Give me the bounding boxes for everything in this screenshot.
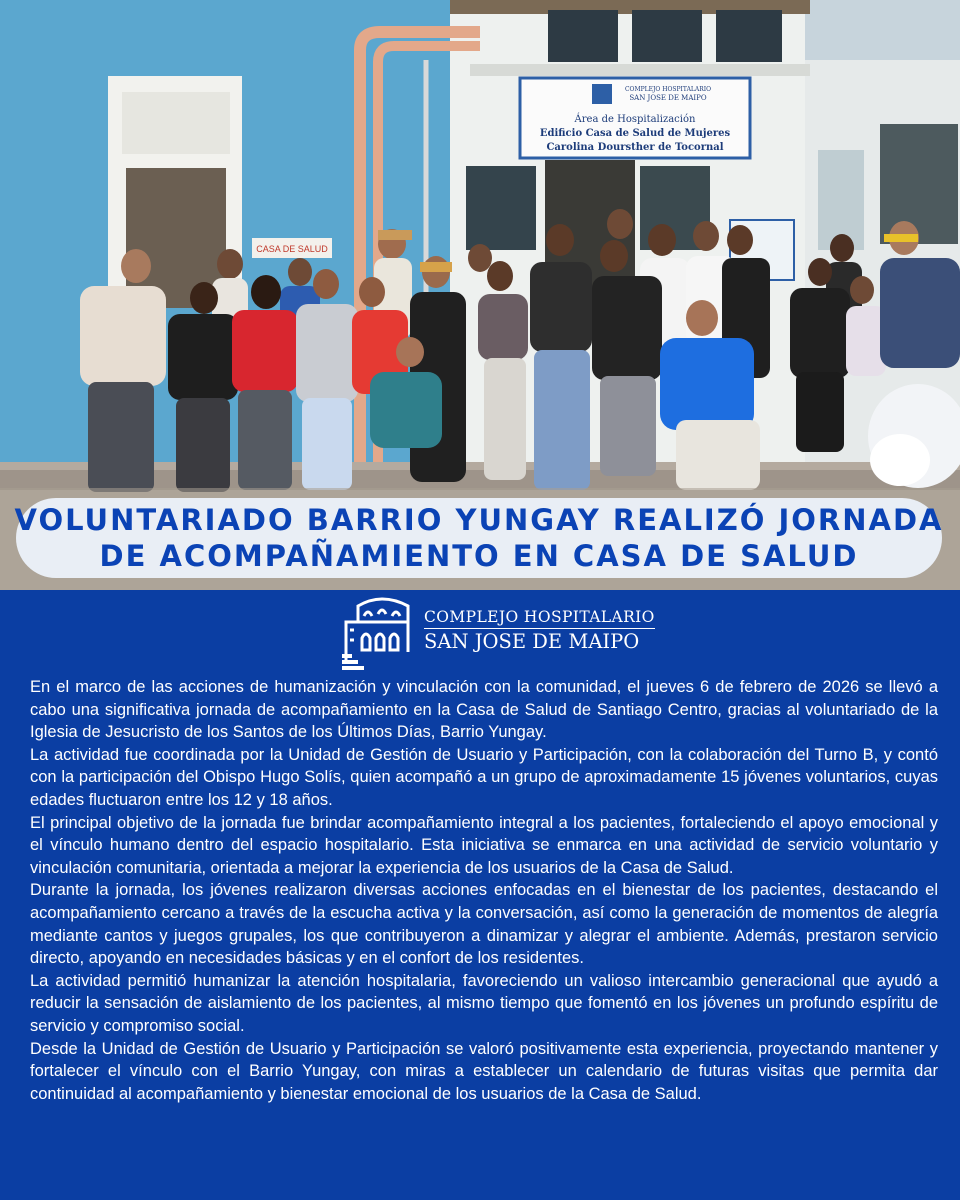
hospital-logo bbox=[338, 592, 655, 670]
sign-line2: Edificio Casa de Salud de Mujeres bbox=[539, 128, 731, 139]
sign-header-bottom: SAN JOSE DE MAIPO bbox=[629, 94, 707, 102]
article-paragraph: Durante la jornada, los jóvenes realizaron diversas acciones enfocadas en el bienestar de los pacientes, destacando el acompañamiento cercano a través de la escucha activa y la conversación, así como la generación de momentos de alegría mediante cantos y juegos grupales, los que contribuyeron a dinamizar y alegrar el ambiente. Además, prestaron servicio directo, apoyando en necesidades básicas y en el confort de los residentes. bbox=[30, 881, 938, 968]
sign-line1: Área de Hospitalización bbox=[574, 114, 696, 125]
logo-text-bottom: SAN JOSE DE MAIPO bbox=[424, 628, 655, 654]
article-paragraph: En el marco de las acciones de humanización y vinculación con la comunidad, el jueves 6 de febrero de 2026 se llevó a cabo una significativa jornada de acompañamiento en la Casa de Salud de Santiago Centro, gracias al voluntariado de la Iglesia de Jesucristo de los Santos de los Últimos Días, Barrio Yungay. bbox=[30, 678, 938, 742]
headline-line-2: DE ACOMPAÑAMIENTO EN CASA DE SALUD bbox=[99, 539, 859, 573]
article-paragraph: Desde la Unidad de Gestión de Usuario y Participación se valoró positivamente esta experiencia, proyectando mantener y fortalecer el vínculo con el Barrio Yungay, con miras a establecer un calendario de futuras visitas que permita dar continuidad al acompañamiento y bienestar emocional de los usuarios de la Casa de Salud. bbox=[30, 1039, 938, 1103]
article-paragraph: La actividad fue coordinada por la Unidad de Gestión de Usuario y Participación, con la colaboración del Turno B, y contó con la participación del Obispo Hugo Solís, quien acompañó a un grupo de aproximadamente 15 jóvenes voluntarios, cuyas edades fluctuaron entre los 12 y 18 años. bbox=[30, 745, 938, 809]
headline-banner bbox=[16, 498, 942, 578]
hospital-building-icon bbox=[338, 592, 422, 670]
sign-header-top: COMPLEJO HOSPITALARIO bbox=[624, 86, 712, 93]
article-paragraph: La actividad permitió humanizar la atención hospitalaria, favoreciendo un valioso intercambio generacional que ayudó a reducir la sensación de aislamiento de los pacientes, al mismo tiempo que fomentó en los jóvenes un profundo espíritu de servicio y compromiso social. bbox=[30, 971, 938, 1035]
headline-line-1: VOLUNTARIADO BARRIO YUNGAY REALIZÓ JORNADA bbox=[14, 503, 944, 537]
article-paragraph: El principal objetivo de la jornada fue brindar acompañamiento integral a los pacientes, fortaleciendo el apoyo emocional y el vínculo humano dentro del espacio hospitalario. Esta iniciativa se enmarca en una actividad de servicio voluntario y vinculación comunitaria, orientada a mejorar la experiencia de los usuarios de la Casa de Salud. bbox=[30, 813, 938, 877]
logo-text-top: COMPLEJO HOSPITALARIO bbox=[424, 608, 655, 626]
sign-logo-icon bbox=[592, 84, 612, 104]
article-body bbox=[30, 676, 938, 1105]
sign-line3: Carolina Doursther de Tocornal bbox=[546, 142, 724, 153]
wall-sign: CASA DE SALUD bbox=[256, 244, 328, 254]
